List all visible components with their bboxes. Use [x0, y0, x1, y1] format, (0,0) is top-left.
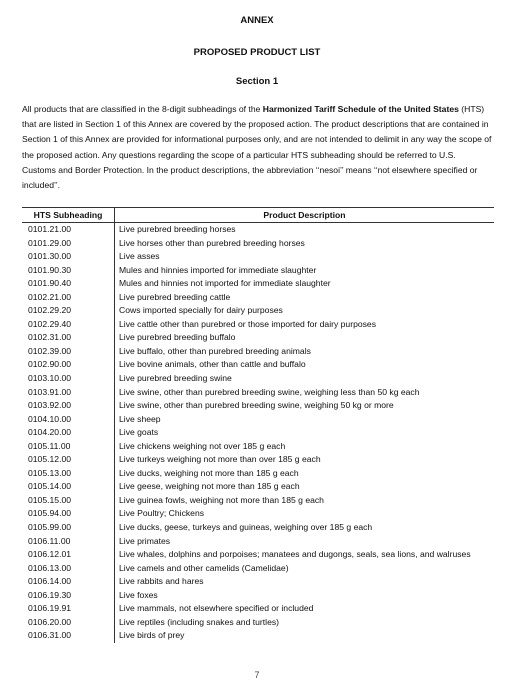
table-row: [22, 372, 494, 386]
hts-code-cell: 0103.10.00: [22, 372, 115, 386]
table-body: [22, 223, 494, 643]
table-header-row: [22, 208, 494, 223]
table-row: [22, 616, 494, 630]
product-description-cell: Live sheep: [119, 413, 161, 424]
product-description-cell: Live purebred breeding cattle: [119, 291, 231, 302]
hts-code-cell: 0105.11.00: [22, 440, 115, 454]
table-row: [22, 629, 494, 643]
hts-code-cell: 0104.20.00: [22, 426, 115, 440]
hts-code-cell: 0106.20.00: [22, 616, 115, 630]
table-row: [22, 237, 494, 251]
product-description-cell: Live cattle other than purebred or those imported for dairy purposes: [119, 318, 377, 329]
hts-code-cell: 0106.19.30: [22, 589, 115, 603]
hts-code-cell: 0106.31.00: [22, 629, 115, 643]
table-row: [22, 291, 494, 305]
table-row: [22, 494, 494, 508]
hts-code-cell: 0102.29.40: [22, 318, 115, 332]
product-description-cell: Mules and hinnies not imported for immediate slaughter: [119, 278, 331, 289]
table-row: [22, 358, 494, 372]
product-description-cell: Live turkeys weighing not more than over 185 g each: [119, 454, 321, 465]
table-row: [22, 318, 494, 332]
hts-code-cell: 0102.39.00: [22, 345, 115, 359]
hts-code-cell: 0102.31.00: [22, 331, 115, 345]
table-row: [22, 426, 494, 440]
product-description-cell: Live rabbits and hares: [119, 576, 204, 587]
hts-code-cell: 0102.90.00: [22, 358, 115, 372]
hts-code-cell: 0102.21.00: [22, 291, 115, 305]
hts-code-cell: 0105.14.00: [22, 480, 115, 494]
hts-table: [22, 207, 494, 643]
table-row: [22, 589, 494, 603]
table-row: [22, 331, 494, 345]
hts-code-cell: 0105.15.00: [22, 494, 115, 508]
product-description-cell: Live asses: [119, 251, 160, 262]
table-row: [22, 399, 494, 413]
table-row: [22, 602, 494, 616]
product-description-cell: Live purebred breeding horses: [119, 224, 236, 234]
table-row: [22, 440, 494, 454]
table-row: [22, 386, 494, 400]
table-row: [22, 507, 494, 521]
product-description-cell: Live goats: [119, 427, 159, 438]
product-description-cell: Live whales, dolphins and porpoises; manatees and dugongs, seals, sea lions, and walruses: [119, 549, 471, 560]
table-row: [22, 453, 494, 467]
hts-code-cell: 0101.21.00: [22, 223, 115, 237]
table-row: [22, 304, 494, 318]
table-row: [22, 521, 494, 535]
table-row: [22, 548, 494, 562]
hts-code-cell: 0106.19.91: [22, 602, 115, 616]
table-row: [22, 223, 494, 237]
hts-code-cell: 0103.91.00: [22, 386, 115, 400]
product-description-cell: Live mammals, not elsewhere specified or included: [119, 603, 314, 614]
table-row: [22, 467, 494, 481]
product-description-cell: Live purebred breeding buffalo: [119, 332, 236, 343]
table-row: [22, 535, 494, 549]
hts-code-cell: 0102.29.20: [22, 304, 115, 318]
table-row: [22, 277, 494, 291]
product-description-cell: Live bovine animals, other than cattle and buffalo: [119, 359, 306, 370]
product-description-cell: Live guinea fowls, weighing not more than 185 g each: [119, 494, 324, 505]
hts-code-cell: 0106.11.00: [22, 535, 115, 549]
intro-text-2: (HTS) that are listed in Section 1 of this Annex are covered by the proposed action. The product descriptions that are contained in Section 1 of this Annex are provided for informational purposes only, and are not intended to delimit in any way the scope of the proposed action. Any questions regarding the scope of a particular HTS subheading should be referred to U.S. Customs and Border Protection. In the product descriptions, the abbreviation ‘‘nesoi’’ means ‘‘not elsewhere specified or included’’.: [22, 104, 492, 191]
hts-code-cell: 0101.90.30: [22, 264, 115, 278]
intro-text-1: All products that are classified in the 8-digit subheadings of the: [22, 104, 263, 114]
hts-code-cell: 0101.30.00: [22, 250, 115, 264]
table-row: [22, 562, 494, 576]
product-description-cell: Live primates: [119, 535, 171, 546]
annex-heading: ANNEX: [240, 15, 274, 26]
table-row: [22, 575, 494, 589]
product-description-cell: Live Poultry; Chickens: [119, 508, 205, 519]
hts-code-cell: 0106.13.00: [22, 562, 115, 576]
hts-code-cell: 0105.99.00: [22, 521, 115, 535]
product-description-cell: Mules and hinnies imported for immediate slaughter: [119, 264, 317, 275]
hts-subheading-header: HTS Subheading: [22, 208, 115, 223]
product-description-cell: Live purebred breeding swine: [119, 373, 232, 384]
product-description-cell: Live foxes: [119, 589, 158, 600]
hts-code-cell: 0106.12.01: [22, 548, 115, 562]
intro-hts-name: Harmonized Tariff Schedule of the United States: [262, 104, 459, 114]
list-title: PROPOSED PRODUCT LIST: [193, 47, 321, 58]
hts-code-cell: 0101.90.40: [22, 277, 115, 291]
table-row: [22, 480, 494, 494]
page-number: 7: [254, 670, 260, 680]
product-description-cell: Live horses other than purebred breeding horses: [119, 237, 305, 248]
product-description-cell: Live birds of prey: [119, 630, 185, 641]
table-row: [22, 250, 494, 264]
table-row: [22, 264, 494, 278]
section-heading: Section 1: [235, 76, 279, 87]
product-description-cell: Live ducks, weighing not more than 185 g each: [119, 467, 299, 478]
intro-paragraph: [22, 102, 492, 193]
hts-code-cell: 0104.10.00: [22, 413, 115, 427]
product-description-cell: Live geese, weighing not more than 185 g each: [119, 481, 300, 492]
product-description-cell: Live buffalo, other than purebred breeding animals: [119, 345, 311, 356]
product-description-header: Product Description: [115, 208, 495, 223]
product-description-cell: Live ducks, geese, turkeys and guineas, weighing over 185 g each: [119, 522, 373, 533]
hts-code-cell: 0101.29.00: [22, 237, 115, 251]
table-row: [22, 345, 494, 359]
table-row: [22, 413, 494, 427]
hts-code-cell: 0105.12.00: [22, 453, 115, 467]
product-description-cell: Live chickens weighing not over 185 g each: [119, 440, 286, 451]
product-description-cell: Live swine, other than purebred breeding swine, weighing less than 50 kg each: [119, 386, 420, 397]
product-description-cell: Live reptiles (including snakes and turtles): [119, 616, 280, 627]
hts-code-cell: 0106.14.00: [22, 575, 115, 589]
product-description-cell: Live swine, other than purebred breeding swine, weighing 50 kg or more: [119, 400, 394, 411]
product-description-cell: Live camels and other camelids (Camelidae): [119, 562, 289, 573]
hts-code-cell: 0105.13.00: [22, 467, 115, 481]
product-description-cell: Cows imported specially for dairy purposes: [119, 305, 283, 316]
hts-code-cell: 0103.92.00: [22, 399, 115, 413]
hts-code-cell: 0105.94.00: [22, 507, 115, 521]
